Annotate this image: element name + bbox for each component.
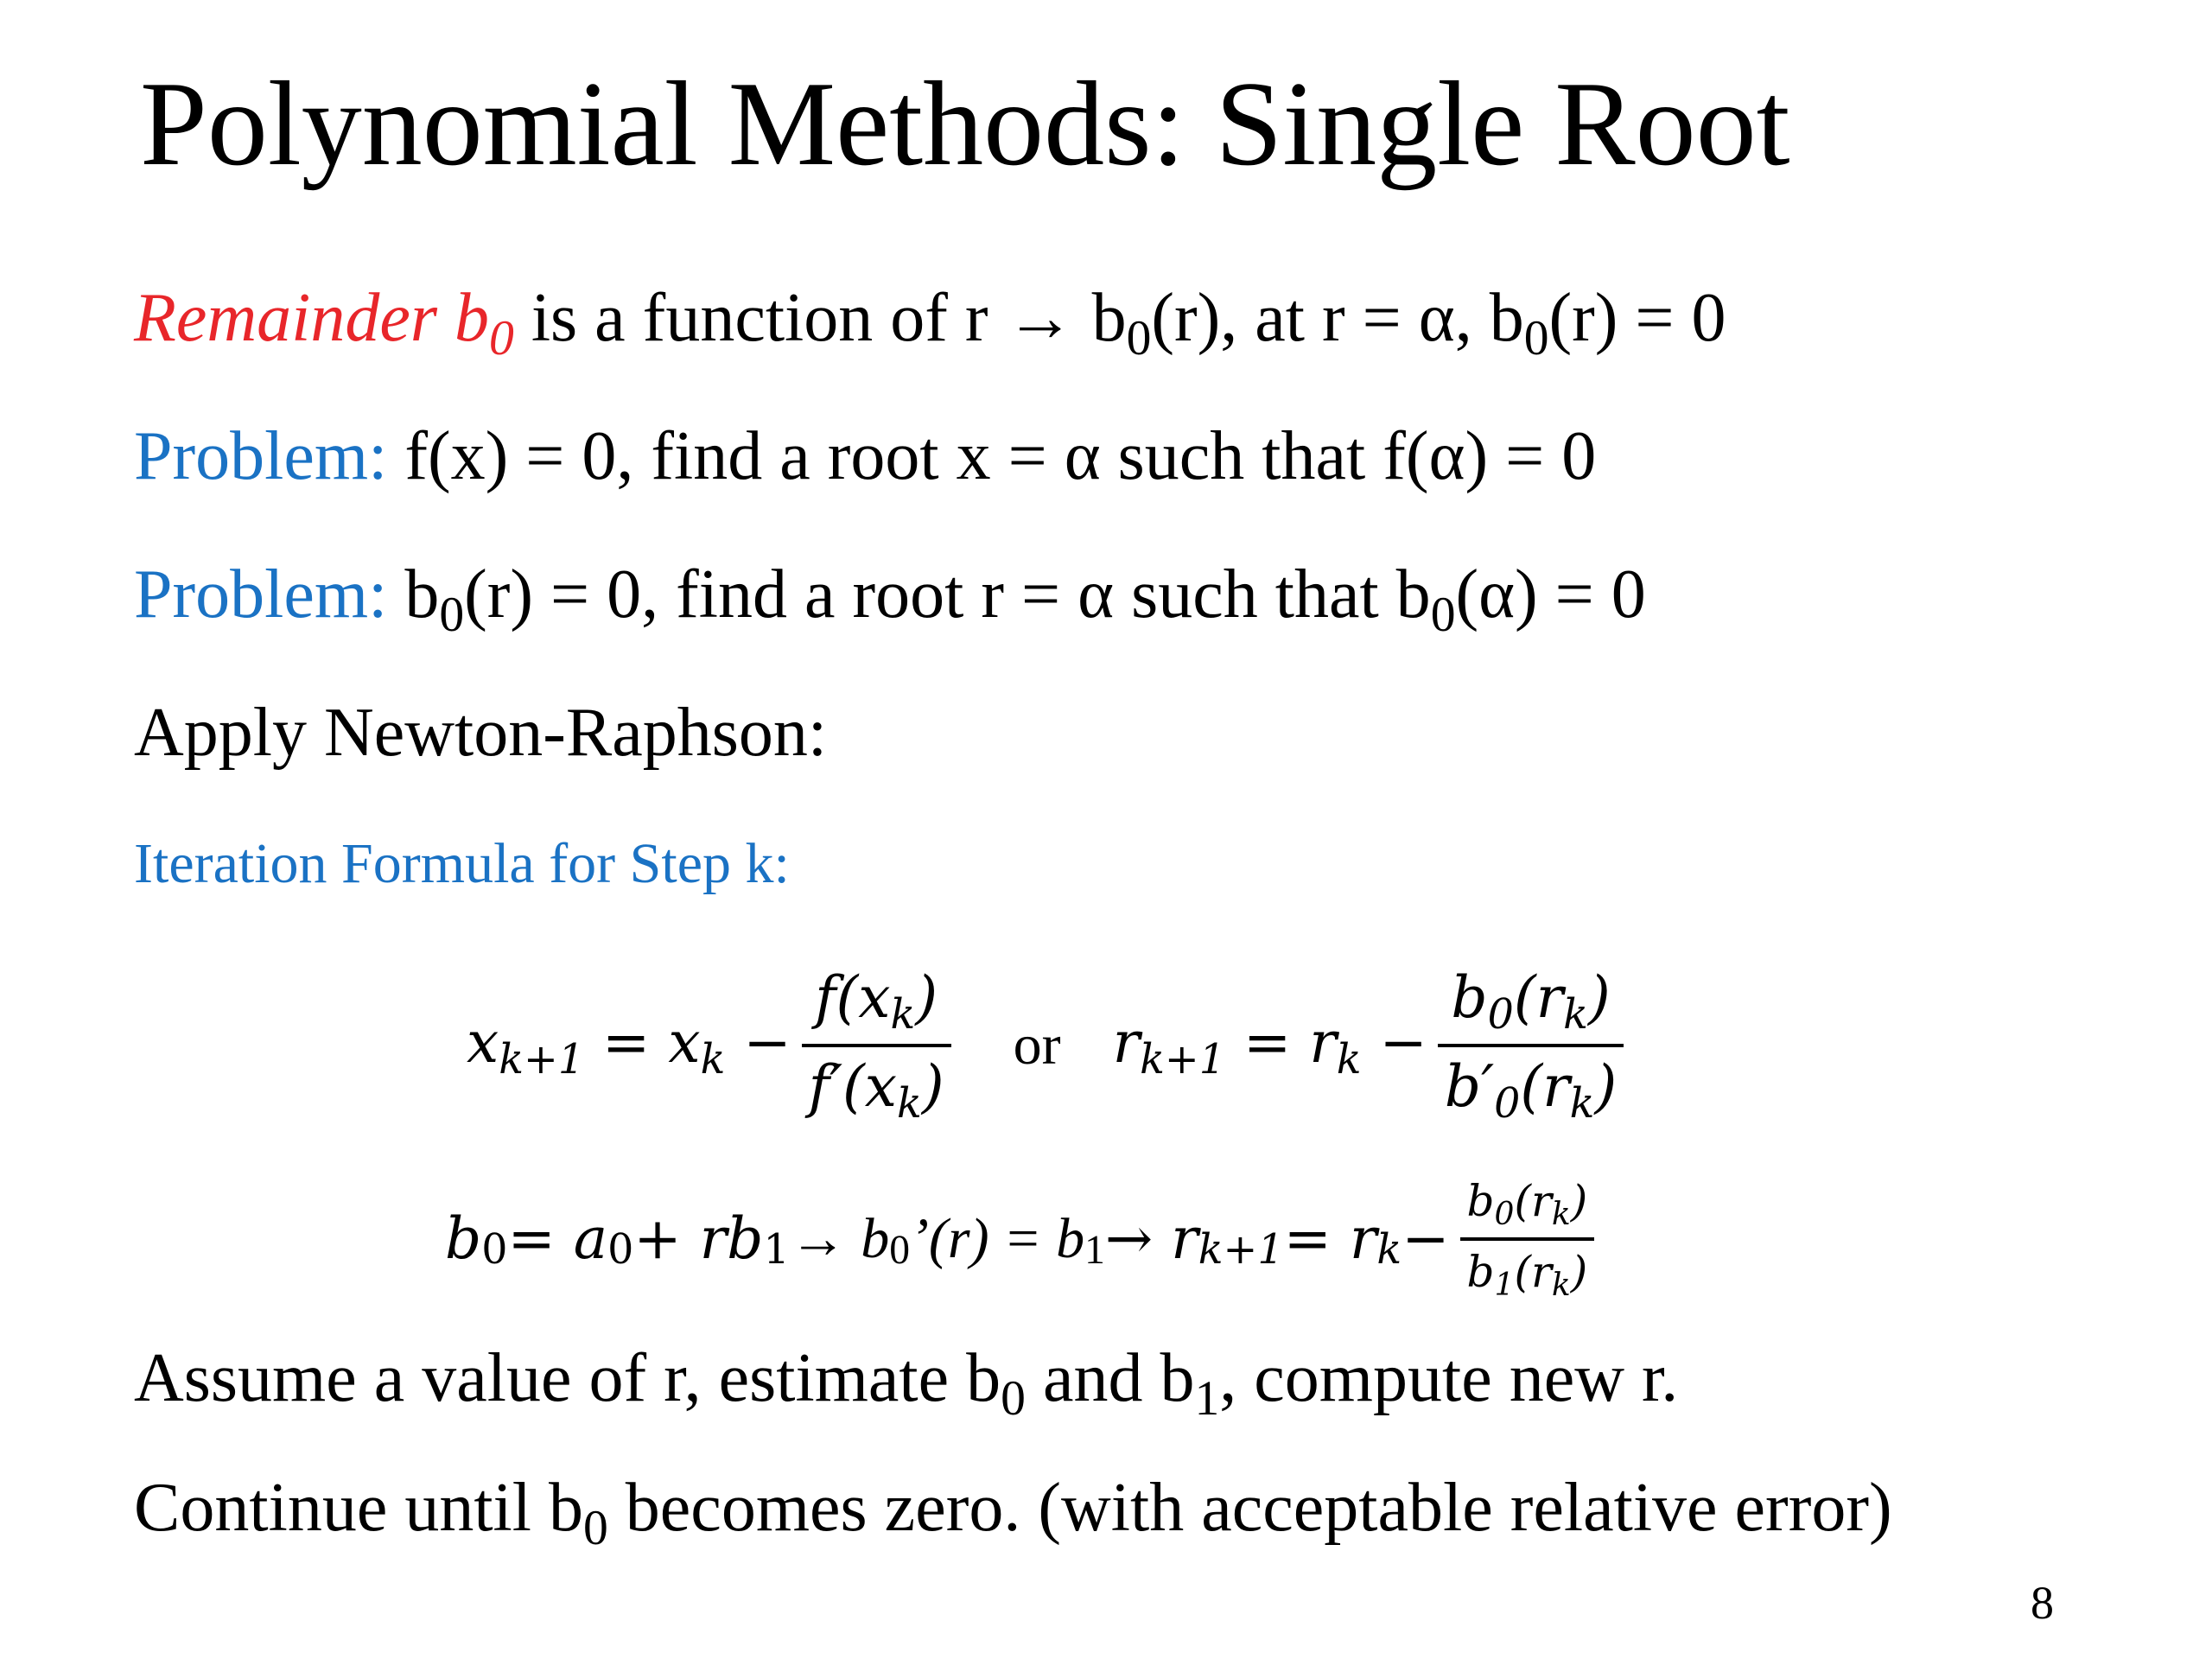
assume-value-line: Assume a value of r, estimate $b_0$ and $b_1$, compute new r. xyxy=(134,1340,1679,1427)
fraction-b0-over-b0prime: $\frac{b_0(r_k)}{b'_0(r_k)}$ xyxy=(1438,963,1624,1128)
fraction-b0-over-b1: $\frac{b_0(r_k)}{b_1(r_k)}$ xyxy=(1460,1175,1595,1303)
problem-label: Problem: xyxy=(134,556,388,632)
formula-x-update: $x_{k+1} = x_k$ − xyxy=(467,1008,791,1084)
continue-until-line: Continue until $b_0$ becomes zero. (with acceptable relative error) xyxy=(134,1470,1892,1556)
apply-newton-raphson-line: Apply Newton-Raphson: xyxy=(134,695,828,771)
page-number: 8 xyxy=(2031,1577,2054,1629)
b0-derivative-formula: b 0 = a 0 + rb 1 → b 0 ’(r) = b 1 → r k+1 = r k − $\frac{b_0(r_k)}{b_1(r_k)}$ xyxy=(445,1175,1605,1303)
problem-line-fx: Problem: f(x) = 0, find a root x = α such that f(α) = 0 xyxy=(134,418,1597,494)
fraction-f-over-fprime: $\frac{f(x_k)}{f'(x_k)}$ xyxy=(802,963,951,1128)
iteration-formula-heading: Iteration Formula for Step k: xyxy=(134,832,790,895)
remainder-line: Remainder $b_0$ is a function of $r \to b_0(r)$, at r = α, $b_0(r) = 0$ xyxy=(134,280,1726,366)
or-separator: or xyxy=(1013,1014,1061,1077)
problem-line-b0: Problem: $b_0(r) = 0$, find a root r = α such that $b_0(\alpha) = 0$ xyxy=(134,556,1646,643)
remainder-label: Remainder $b_0$ xyxy=(134,280,514,366)
slide-title: Polynomial Methods: Single Root xyxy=(140,57,1790,191)
problem-label: Problem: xyxy=(134,418,388,494)
formula-r-update: $r_{k+1} = r_k$ − xyxy=(1112,1008,1427,1084)
newton-raphson-formula xyxy=(467,963,1634,1128)
